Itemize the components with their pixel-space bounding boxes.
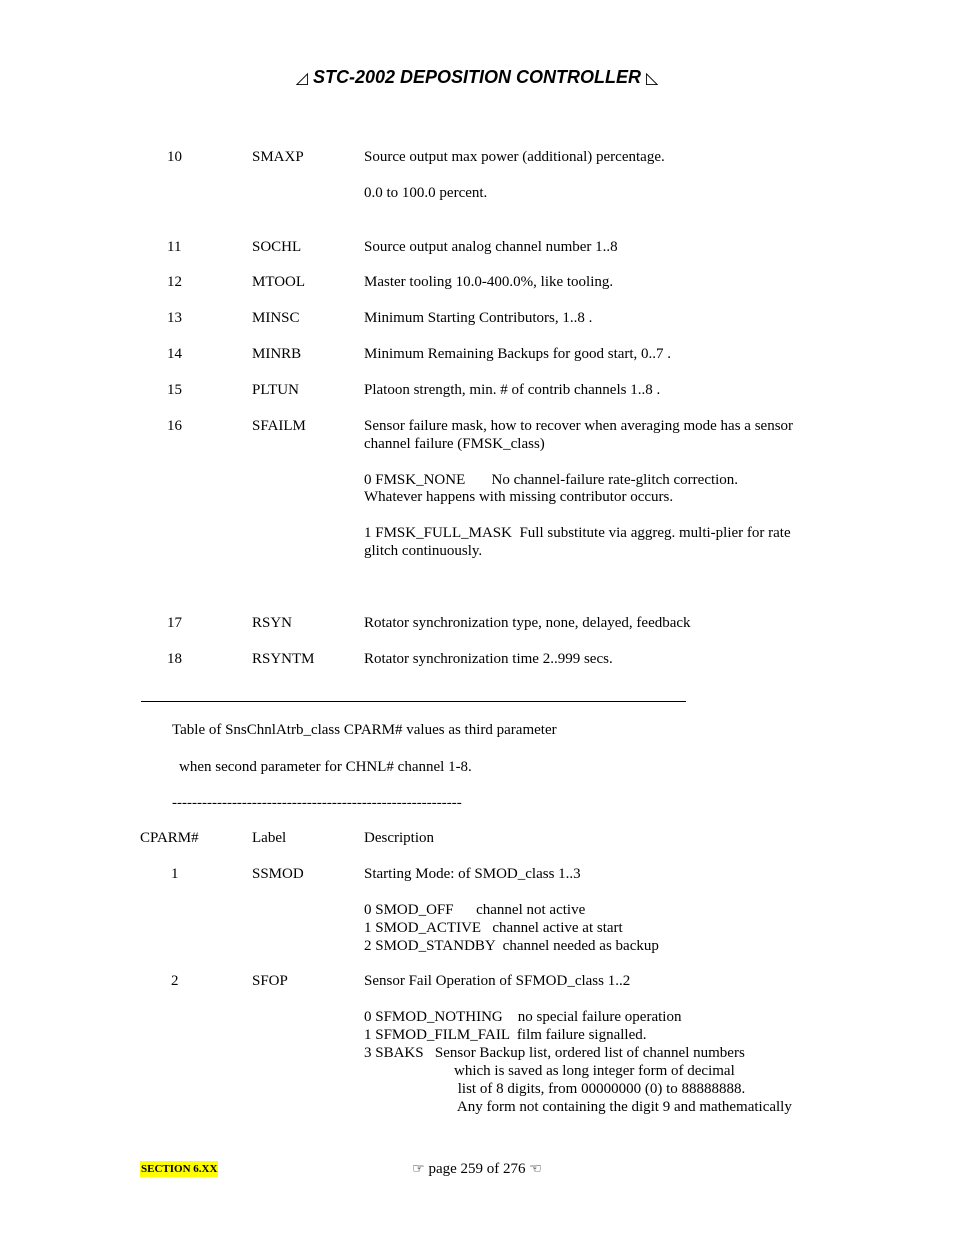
triangle-right-icon: ◺ xyxy=(646,70,659,87)
cparm-desc-line: 1 SFMOD_FILM_FAIL film failure signalled. xyxy=(364,1027,647,1043)
cparm-number: 2 xyxy=(171,973,179,989)
param-desc-line: Minimum Starting Contributors, 1..8 . xyxy=(364,310,593,326)
param-number: 16 xyxy=(167,418,182,434)
cparm-header-number: CPARM# xyxy=(140,830,199,846)
param-label: RSYNTM xyxy=(252,651,315,667)
param-number: 15 xyxy=(167,382,182,398)
param-number: 12 xyxy=(167,274,182,290)
param-number: 10 xyxy=(167,149,182,165)
param-label: SOCHL xyxy=(252,239,302,255)
cparm-desc-line: Sensor Fail Operation of SFMOD_class 1..2 xyxy=(364,973,631,989)
document-header xyxy=(0,66,954,90)
cparm-label: SFOP xyxy=(252,973,288,989)
param-number: 11 xyxy=(167,239,182,255)
cparm-desc-line: 1 SMOD_ACTIVE channel active at start xyxy=(364,920,623,936)
param-desc-line: Source output max power (additional) percentage. xyxy=(364,149,665,165)
param-label: MINSC xyxy=(252,310,300,326)
pointing-right-hand-icon: ☞ xyxy=(412,1161,425,1177)
cparm-desc-line: 3 SBAKS Sensor Backup list, ordered list of channel numbers xyxy=(364,1045,745,1061)
cparm-desc-line: which is saved as long integer form of decimal xyxy=(364,1063,735,1079)
pointing-left-hand-icon: ☜ xyxy=(529,1161,542,1177)
cparm-desc-line: Any form not containing the digit 9 and mathematically xyxy=(364,1099,792,1115)
param-desc-line: 1 FMSK_FULL_MASK Full substitute via aggreg. multi-plier for rate xyxy=(364,525,791,541)
param-desc-line: glitch continuously. xyxy=(364,543,483,559)
param-desc-line: channel failure (FMSK_class) xyxy=(364,436,545,452)
section-badge: SECTION 6.XX xyxy=(141,1163,218,1175)
param-desc-line: 0.0 to 100.0 percent. xyxy=(364,185,488,201)
param-desc-line: Platoon strength, min. # of contrib channels 1..8 . xyxy=(364,382,661,398)
param-desc-line: Rotator synchronization type, none, delayed, feedback xyxy=(364,615,691,631)
cparm-desc-line: 0 SMOD_OFF channel not active xyxy=(364,902,586,918)
param-label: SMAXP xyxy=(252,149,304,165)
param-desc-line: Minimum Remaining Backups for good start, 0..7 . xyxy=(364,346,672,362)
dashed-divider: ---------------------------------------------------------- xyxy=(172,795,462,811)
page-number: page 259 of 276 xyxy=(428,1161,526,1177)
param-number: 17 xyxy=(167,615,182,631)
param-desc-line: Rotator synchronization time 2..999 secs. xyxy=(364,651,613,667)
cparm-desc-line: Starting Mode: of SMOD_class 1..3 xyxy=(364,866,581,882)
param-number: 13 xyxy=(167,310,182,326)
param-desc-line: Source output analog channel number 1..8 xyxy=(364,239,618,255)
section-divider xyxy=(141,701,686,702)
cparm-desc-line: 0 SFMOD_NOTHING no special failure operation xyxy=(364,1009,682,1025)
document-title: STC-2002 DEPOSITION CONTROLLER xyxy=(312,67,642,87)
table-intro-line: Table of SnsChnlAtrb_class CPARM# values as third parameter xyxy=(172,722,557,738)
param-number: 18 xyxy=(167,651,182,667)
page-footer xyxy=(0,1160,954,1178)
param-label: MINRB xyxy=(252,346,302,362)
cparm-label: SSMOD xyxy=(252,866,304,882)
param-desc-line: Master tooling 10.0-400.0%, like tooling. xyxy=(364,274,614,290)
param-label: RSYN xyxy=(252,615,293,631)
triangle-left-icon: ◿ xyxy=(295,70,308,87)
param-label: MTOOL xyxy=(252,274,306,290)
cparm-header-description: Description xyxy=(364,830,434,846)
cparm-desc-line: 2 SMOD_STANDBY channel needed as backup xyxy=(364,938,659,954)
cparm-desc-line: list of 8 digits, from 00000000 (0) to 88888888. xyxy=(364,1081,746,1097)
param-label: SFAILM xyxy=(252,418,306,434)
param-desc-line: Sensor failure mask, how to recover when averaging mode has a sensor xyxy=(364,418,794,434)
cparm-header-label: Label xyxy=(252,830,287,846)
param-desc-line: 0 FMSK_NONE No channel-failure rate-glitch correction. xyxy=(364,472,739,488)
table-intro-line: when second parameter for CHNL# channel 1-8. xyxy=(179,759,472,775)
cparm-number: 1 xyxy=(171,866,179,882)
param-number: 14 xyxy=(167,346,182,362)
param-label: PLTUN xyxy=(252,382,299,398)
param-desc-line: Whatever happens with missing contributor occurs. xyxy=(364,489,674,505)
